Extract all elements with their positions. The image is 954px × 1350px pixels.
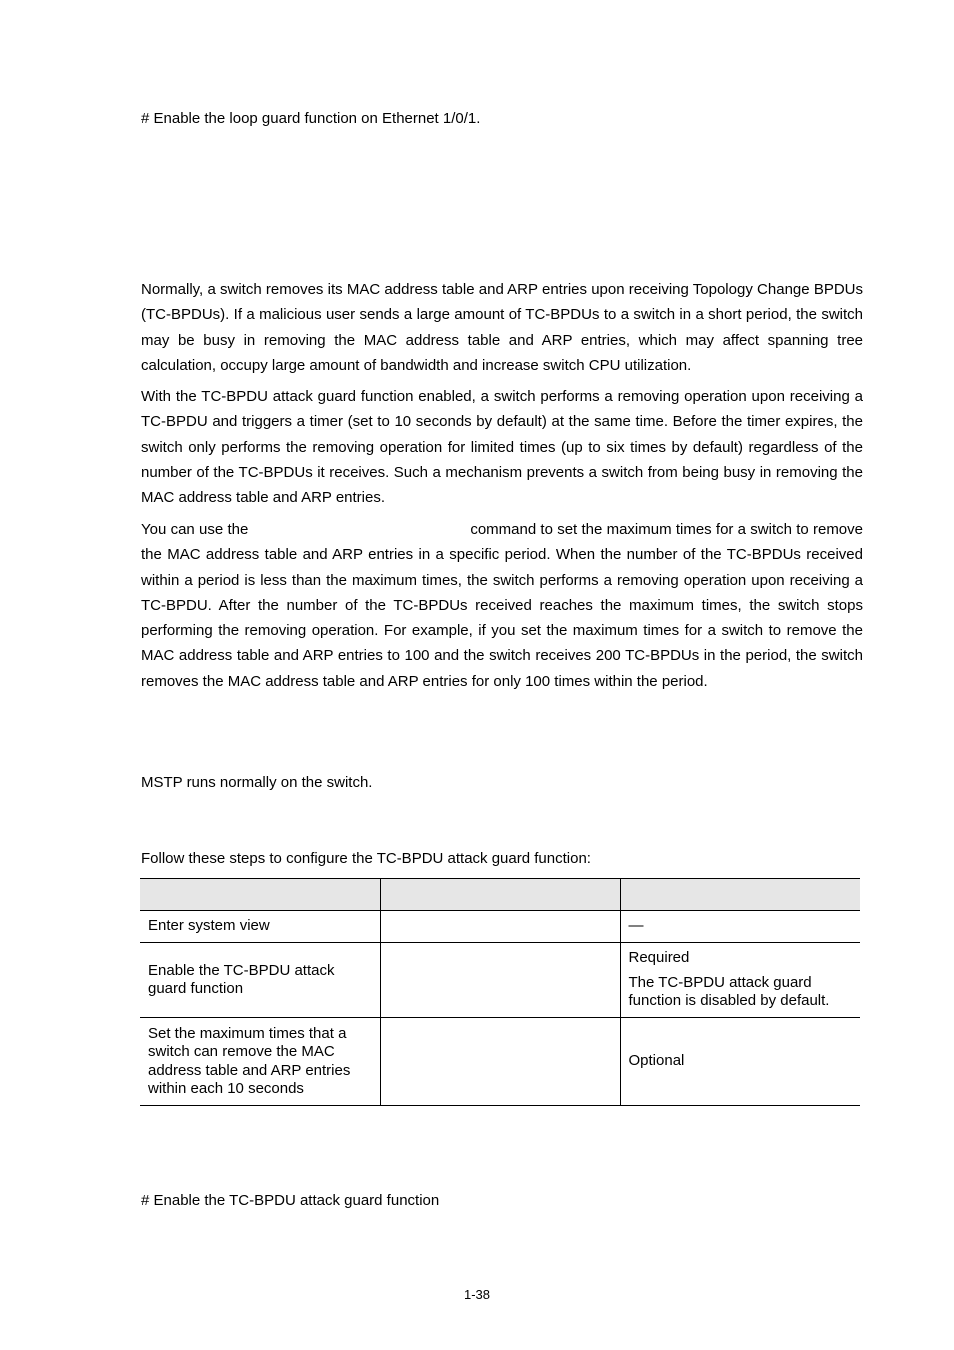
header-remarks-cell — [620, 879, 860, 911]
command-cell — [380, 1018, 620, 1106]
table-row — [140, 943, 860, 1018]
remarks-cell — [620, 911, 860, 943]
remark-note: — — [628, 917, 644, 935]
configuration-steps-table — [140, 878, 860, 1106]
command-cell — [380, 911, 620, 943]
header-command-cell — [380, 879, 620, 911]
prerequisite-text: MSTP runs normally on the switch. — [141, 774, 373, 791]
steps-intro-text: Follow these steps to configure the TC-BPDU attack guard function: — [141, 850, 591, 867]
command-cell — [380, 943, 620, 1018]
example-loop-guard-text: # Enable the loop guard function on Ethernet 1/0/1. — [141, 110, 481, 127]
remark-note: Required — [628, 949, 690, 967]
usage-paragraph-rest: command to set the maximum times for a switch to remove the MAC address table and ARP entries in a specific period. When the number of the TC-BPDUs received within a period is less than the maximum times, the switch performs a removing operation upon receiving a TC-BPDU. After the number of the TC-BPDUs received reaches the maximum times, the switch stops performing the removing operation. For example, if you set the maximum times for a switch to remove the MAC address table and ARP entries to 100 and the switch receives 200 TC-BPDUs in the period, the switch removes the MAC address table and ARP entries for only 100 times within the period. — [141, 521, 863, 690]
operation-cell: Set the maximum times that a switch can remove the MAC address table and ARP entries within each 10 seconds — [140, 1018, 380, 1106]
remark-note: The TC-BPDU attack guard function is disabled by default. — [628, 973, 830, 1010]
page-number: 1-38 — [463, 1287, 491, 1302]
operation-cell: Enter system view — [140, 911, 380, 943]
usage-paragraph-start: You can use the — [141, 521, 249, 538]
remarks-cell — [620, 1018, 860, 1106]
guard-paragraph: With the TC-BPDU attack guard function enabled, a switch performs a removing operation upon receiving a TC-BPDU and triggers a timer (set to 10 seconds by default) at the same time. Before the timer expires, the switch only performs the removing operation for limited times (up to six times by default) regardless of the number of the TC-BPDUs it receives. Such a mechanism prevents a switch from being busy in removing the MAC address table and ARP entries. — [141, 388, 863, 507]
operation-cell: Enable the TC-BPDU attack guard function — [140, 943, 380, 1018]
table-header-row — [140, 879, 860, 911]
table-row — [140, 1018, 860, 1106]
usage-paragraph — [141, 517, 863, 694]
remark-note: Optional — [628, 1052, 685, 1070]
table-row — [140, 911, 860, 943]
remarks-cell — [620, 943, 860, 1018]
example-tc-guard-text: # Enable the TC-BPDU attack guard function — [141, 1192, 440, 1209]
header-operation-cell — [140, 879, 380, 911]
intro-paragraph: Normally, a switch removes its MAC address table and ARP entries upon receiving Topology Change BPDUs (TC-BPDUs). If a malicious user sends a large amount of TC-BPDUs to a switch in a short period, the switch may be busy in removing the MAC address table and ARP entries, which may affect spanning tree calculation, occupy large amount of bandwidth and increase switch CPU utilization. — [141, 281, 863, 374]
